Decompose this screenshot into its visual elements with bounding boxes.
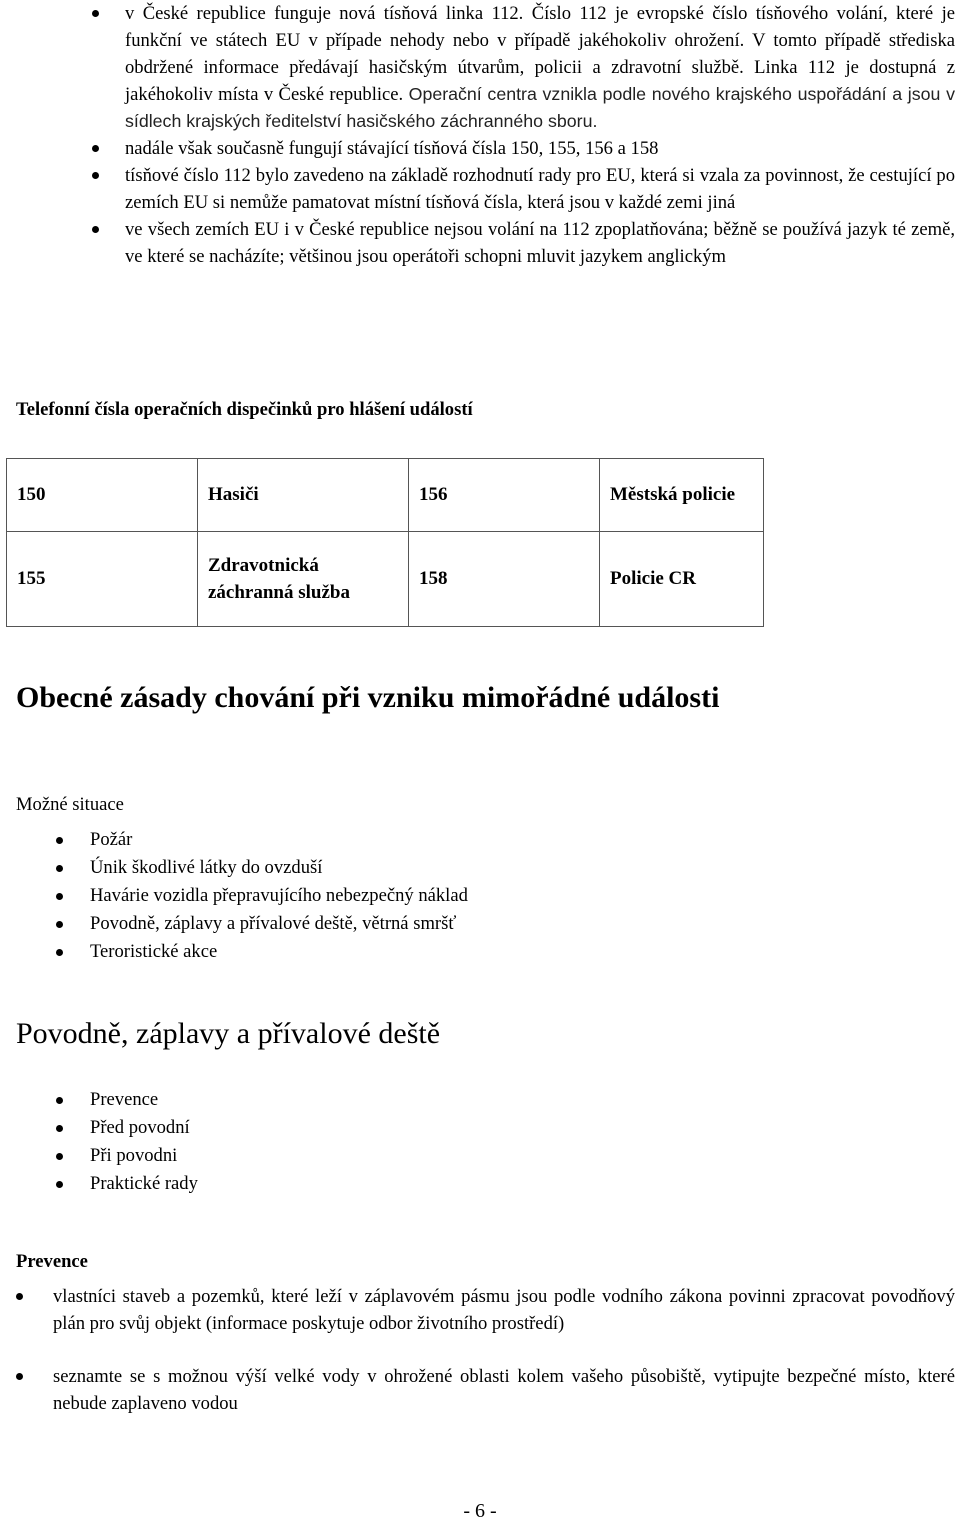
table-cell: Městská policie [600, 459, 764, 532]
bullet-icon [56, 921, 63, 928]
table-cell: 150 [7, 459, 198, 532]
list-item [0, 1114, 198, 1142]
table-cell: 158 [409, 532, 600, 627]
list-item-text: Praktické rady [90, 1173, 198, 1194]
bullet-icon [56, 893, 63, 900]
table-cell: 155 [7, 532, 198, 627]
phones-heading: Telefonní čísla operačních dispečinků pro hlášení událostí [16, 399, 473, 420]
list-item-text: vlastníci staveb a pozemků, které leží v záplavovém pásmu jsou podle vodního zákona povinni zpracovat povodňový plán pro svůj objekt (informace poskytuje odbor životního prostředí) [53, 1286, 955, 1334]
list-item [0, 910, 468, 938]
list-item-text: seznamte se s možnou výší velké vody v ohrožené oblasti kolem vašeho působiště, vytipujte bezpečné místo, které nebude zaplaveno vodou [53, 1366, 955, 1414]
phone-numbers-table [6, 458, 764, 627]
list-item [0, 216, 960, 270]
list-item [0, 1363, 960, 1417]
bullet-icon [56, 1125, 63, 1132]
list-item-text-sans: Operační centra vznikla podle nového krajského uspořádání a jsou v sídlech krajských ředitelství hasičského záchranného sboru. [125, 84, 955, 131]
bullet-icon [92, 10, 99, 17]
list-item-text: ve všech zemích EU i v České republice nejsou volání na 112 zpoplatňována; běžně se používá jazyk té země, ve které se nacházíte; většinou jsou operátoři schopni mluvit jazykem anglickým [125, 219, 955, 267]
bullet-icon [56, 1153, 63, 1160]
list-item-text: nadále však současně fungují stávající tísňová čísla 150, 155, 156 a 158 [125, 138, 659, 159]
table-cell: 156 [409, 459, 600, 532]
bullet-icon [56, 1097, 63, 1104]
list-item [0, 162, 960, 216]
bullet-icon [56, 1181, 63, 1188]
list-item [0, 882, 468, 910]
bullet-icon [16, 1373, 23, 1380]
list-item [0, 1142, 198, 1170]
situations-list [0, 826, 468, 966]
prevence-label: Prevence [16, 1251, 88, 1272]
table-row [7, 459, 764, 532]
table-cell: Policie CR [600, 532, 764, 627]
list-item-text: Teroristické akce [90, 941, 218, 962]
list-item [0, 0, 960, 135]
table-row [7, 532, 764, 627]
list-item-text: tísňové číslo 112 bylo zavedeno na základě rozhodnutí rady pro EU, která si vzala za povinnost, že cestující po zemích EU si nemůže pamatovat místní tísňová čísla, která jsou v každé zemi jiná [125, 165, 955, 213]
list-item [0, 938, 468, 966]
list-item-text: Povodně, záplavy a přívalové deště, větrná smršť [90, 913, 457, 934]
section-title-general-rules: Obecné zásady chování při vzniku mimořádné události [16, 681, 720, 714]
bullet-icon [92, 172, 99, 179]
list-item [0, 135, 960, 162]
list-item-text: Před povodní [90, 1117, 190, 1138]
list-item [0, 1086, 198, 1114]
emergency-line-info-list [0, 0, 960, 270]
list-item [0, 1283, 960, 1337]
flood-topics-list [0, 1086, 198, 1198]
table-cell: Hasiči [198, 459, 409, 532]
bullet-icon [92, 226, 99, 233]
bullet-icon [56, 837, 63, 844]
table-cell: Zdravotnická záchranná služba [198, 532, 409, 627]
situations-label: Možné situace [16, 794, 124, 815]
bullet-icon [16, 1293, 23, 1300]
prevence-list [0, 1283, 960, 1337]
list-item-text: v České republice funguje nová tísňová linka 112. Číslo 112 je evropské číslo tísňového volání, které je funkční ve státech EU v případe nehody nebo v případě jakéhokoliv ohrožení. V tomto případě střediska obdržené informace předávají hasičským útvarům, policii a zdravotní službě. Linka 112 je dostupná z jakéhokoliv místa v České republice. [125, 3, 955, 105]
page-number: - 6 - [463, 1500, 497, 1522]
bullet-icon [56, 949, 63, 956]
bullet-icon [92, 145, 99, 152]
list-item-text: Při povodni [90, 1145, 178, 1166]
list-item-text: Požár [90, 829, 133, 850]
list-item [0, 854, 468, 882]
bullet-icon [56, 865, 63, 872]
list-item-text: Únik škodlivé látky do ovzduší [90, 857, 323, 878]
list-item-text: Havárie vozidla přepravujícího nebezpečný náklad [90, 885, 468, 906]
section-title-floods: Povodně, záplavy a přívalové deště [16, 1017, 441, 1050]
prevence-list-2 [0, 1363, 960, 1417]
list-item-text: Prevence [90, 1089, 159, 1110]
list-item [0, 1170, 198, 1198]
list-item [0, 826, 468, 854]
